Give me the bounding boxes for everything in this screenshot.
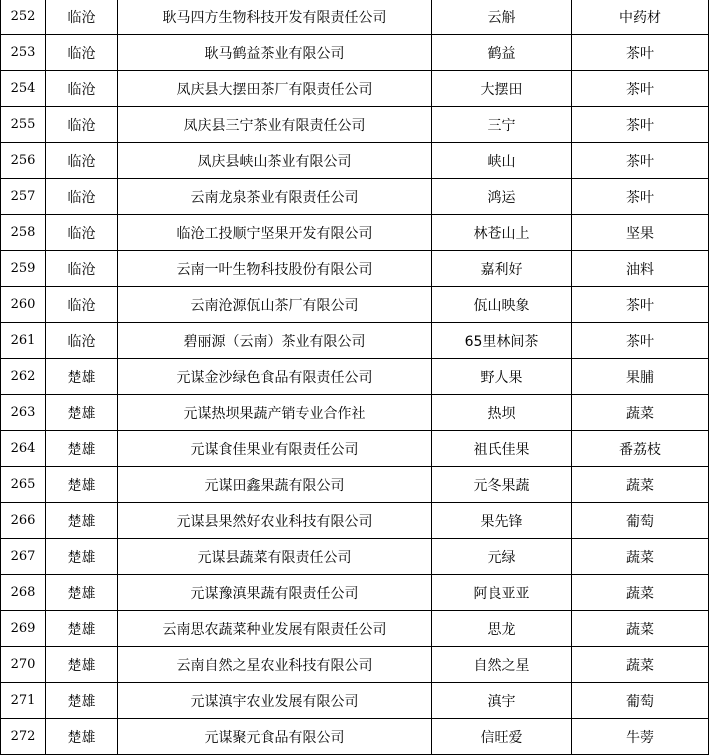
city-cell: 楚雄 — [46, 503, 118, 539]
city-cell: 临沧 — [46, 323, 118, 359]
product-category-cell: 油料 — [572, 251, 709, 287]
product-category-cell: 果脯 — [572, 359, 709, 395]
table-row — [1, 71, 709, 107]
table-row — [1, 215, 709, 251]
company-name-cell: 云南一叶生物科技股份有限公司 — [118, 251, 432, 287]
city-cell: 楚雄 — [46, 467, 118, 503]
company-name-cell: 凤庆县三宁茶业有限责任公司 — [118, 107, 432, 143]
company-name-cell: 耿马鹤益茶业有限公司 — [118, 35, 432, 71]
company-name-cell: 元谋食佳果业有限责任公司 — [118, 431, 432, 467]
table-row — [1, 431, 709, 467]
table-row — [1, 179, 709, 215]
product-category-cell: 茶叶 — [572, 287, 709, 323]
table-row — [1, 287, 709, 323]
row-number-cell: 266 — [1, 503, 46, 539]
row-number-cell: 269 — [1, 611, 46, 647]
city-cell: 楚雄 — [46, 719, 118, 755]
row-number-cell: 263 — [1, 395, 46, 431]
city-cell: 临沧 — [46, 251, 118, 287]
product-category-cell: 蔬菜 — [572, 611, 709, 647]
table-row — [1, 395, 709, 431]
city-cell: 临沧 — [46, 71, 118, 107]
brand-name-cell: 大摆田 — [432, 71, 572, 107]
brand-name-cell: 果先锋 — [432, 503, 572, 539]
table-row — [1, 107, 709, 143]
brand-name-cell: 滇宇 — [432, 683, 572, 719]
product-category-cell: 蔬菜 — [572, 539, 709, 575]
product-category-cell: 蔬菜 — [572, 575, 709, 611]
brand-name-cell: 峡山 — [432, 143, 572, 179]
row-number-cell: 272 — [1, 719, 46, 755]
company-name-cell: 元谋县果然好农业科技有限公司 — [118, 503, 432, 539]
city-cell: 临沧 — [46, 143, 118, 179]
row-number-cell: 254 — [1, 71, 46, 107]
product-category-cell: 茶叶 — [572, 143, 709, 179]
company-name-cell: 元谋滇宇农业发展有限公司 — [118, 683, 432, 719]
brand-name-cell: 自然之星 — [432, 647, 572, 683]
brand-name-cell: 林苍山上 — [432, 215, 572, 251]
brand-name-cell: 三宁 — [432, 107, 572, 143]
table-row — [1, 503, 709, 539]
table-row — [1, 0, 709, 35]
row-number-cell: 268 — [1, 575, 46, 611]
brand-name-cell: 嘉利好 — [432, 251, 572, 287]
row-number-cell: 267 — [1, 539, 46, 575]
product-category-cell: 茶叶 — [572, 35, 709, 71]
product-category-cell: 中药材 — [572, 0, 709, 35]
row-number-cell: 257 — [1, 179, 46, 215]
product-category-cell: 葡萄 — [572, 503, 709, 539]
brand-name-cell: 祖氏佳果 — [432, 431, 572, 467]
product-category-cell: 葡萄 — [572, 683, 709, 719]
company-name-cell: 凤庆县大摆田茶厂有限责任公司 — [118, 71, 432, 107]
row-number-cell: 253 — [1, 35, 46, 71]
brand-name-cell: 思龙 — [432, 611, 572, 647]
city-cell: 楚雄 — [46, 431, 118, 467]
product-category-cell: 蔬菜 — [572, 467, 709, 503]
row-number-cell: 260 — [1, 287, 46, 323]
brand-name-cell: 65里林间茶 — [432, 323, 572, 359]
company-name-cell: 元谋聚元食品有限公司 — [118, 719, 432, 755]
city-cell: 临沧 — [46, 0, 118, 35]
row-number-cell: 262 — [1, 359, 46, 395]
row-number-cell: 256 — [1, 143, 46, 179]
city-cell: 临沧 — [46, 35, 118, 71]
brand-name-cell: 元冬果蔬 — [432, 467, 572, 503]
company-name-cell: 碧丽源（云南）茶业有限公司 — [118, 323, 432, 359]
city-cell: 临沧 — [46, 215, 118, 251]
company-name-cell: 元谋豫滇果蔬有限责任公司 — [118, 575, 432, 611]
table-row — [1, 575, 709, 611]
table-row — [1, 467, 709, 503]
table-body — [1, 0, 709, 755]
product-category-cell: 茶叶 — [572, 323, 709, 359]
table-row — [1, 251, 709, 287]
company-name-cell: 元谋热坝果蔬产销专业合作社 — [118, 395, 432, 431]
product-category-cell: 蔬菜 — [572, 647, 709, 683]
product-category-cell: 坚果 — [572, 215, 709, 251]
company-name-cell: 云南思农蔬菜种业发展有限责任公司 — [118, 611, 432, 647]
table-row — [1, 323, 709, 359]
brand-name-cell: 热坝 — [432, 395, 572, 431]
city-cell: 楚雄 — [46, 647, 118, 683]
brand-name-cell: 佤山映象 — [432, 287, 572, 323]
brand-name-cell: 元绿 — [432, 539, 572, 575]
company-name-cell: 云南沧源佤山茶厂有限公司 — [118, 287, 432, 323]
table-row — [1, 35, 709, 71]
row-number-cell: 255 — [1, 107, 46, 143]
company-name-cell: 临沧工投顺宁坚果开发有限公司 — [118, 215, 432, 251]
table-row — [1, 611, 709, 647]
row-number-cell: 261 — [1, 323, 46, 359]
brand-name-cell: 野人果 — [432, 359, 572, 395]
city-cell: 临沧 — [46, 287, 118, 323]
product-category-cell: 蔬菜 — [572, 395, 709, 431]
city-cell: 楚雄 — [46, 359, 118, 395]
row-number-cell: 271 — [1, 683, 46, 719]
table-row — [1, 359, 709, 395]
city-cell: 临沧 — [46, 179, 118, 215]
company-name-cell: 云南自然之星农业科技有限公司 — [118, 647, 432, 683]
company-name-cell: 元谋金沙绿色食品有限责任公司 — [118, 359, 432, 395]
brand-name-cell: 云斛 — [432, 0, 572, 35]
city-cell: 临沧 — [46, 107, 118, 143]
row-number-cell: 259 — [1, 251, 46, 287]
row-number-cell: 258 — [1, 215, 46, 251]
company-name-cell: 元谋县蔬菜有限责任公司 — [118, 539, 432, 575]
row-number-cell: 265 — [1, 467, 46, 503]
table-row — [1, 719, 709, 755]
row-number-cell: 252 — [1, 0, 46, 35]
product-category-cell: 牛蒡 — [572, 719, 709, 755]
table-row — [1, 647, 709, 683]
brand-name-cell: 阿良亚亚 — [432, 575, 572, 611]
city-cell: 楚雄 — [46, 395, 118, 431]
brand-name-cell: 鸿运 — [432, 179, 572, 215]
table-row — [1, 539, 709, 575]
company-name-cell: 耿马四方生物科技开发有限责任公司 — [118, 0, 432, 35]
product-category-cell: 番荔枝 — [572, 431, 709, 467]
row-number-cell: 264 — [1, 431, 46, 467]
row-number-cell: 270 — [1, 647, 46, 683]
company-name-cell: 凤庆县峡山茶业有限公司 — [118, 143, 432, 179]
city-cell: 楚雄 — [46, 683, 118, 719]
product-category-cell: 茶叶 — [572, 71, 709, 107]
city-cell: 楚雄 — [46, 611, 118, 647]
brand-name-cell: 鹤益 — [432, 35, 572, 71]
product-category-cell: 茶叶 — [572, 179, 709, 215]
city-cell: 楚雄 — [46, 575, 118, 611]
table-row — [1, 143, 709, 179]
company-name-cell: 元谋田鑫果蔬有限公司 — [118, 467, 432, 503]
city-cell: 楚雄 — [46, 539, 118, 575]
brand-name-cell: 信旺爱 — [432, 719, 572, 755]
table-row — [1, 683, 709, 719]
company-name-cell: 云南龙泉茶业有限责任公司 — [118, 179, 432, 215]
product-category-cell: 茶叶 — [572, 107, 709, 143]
